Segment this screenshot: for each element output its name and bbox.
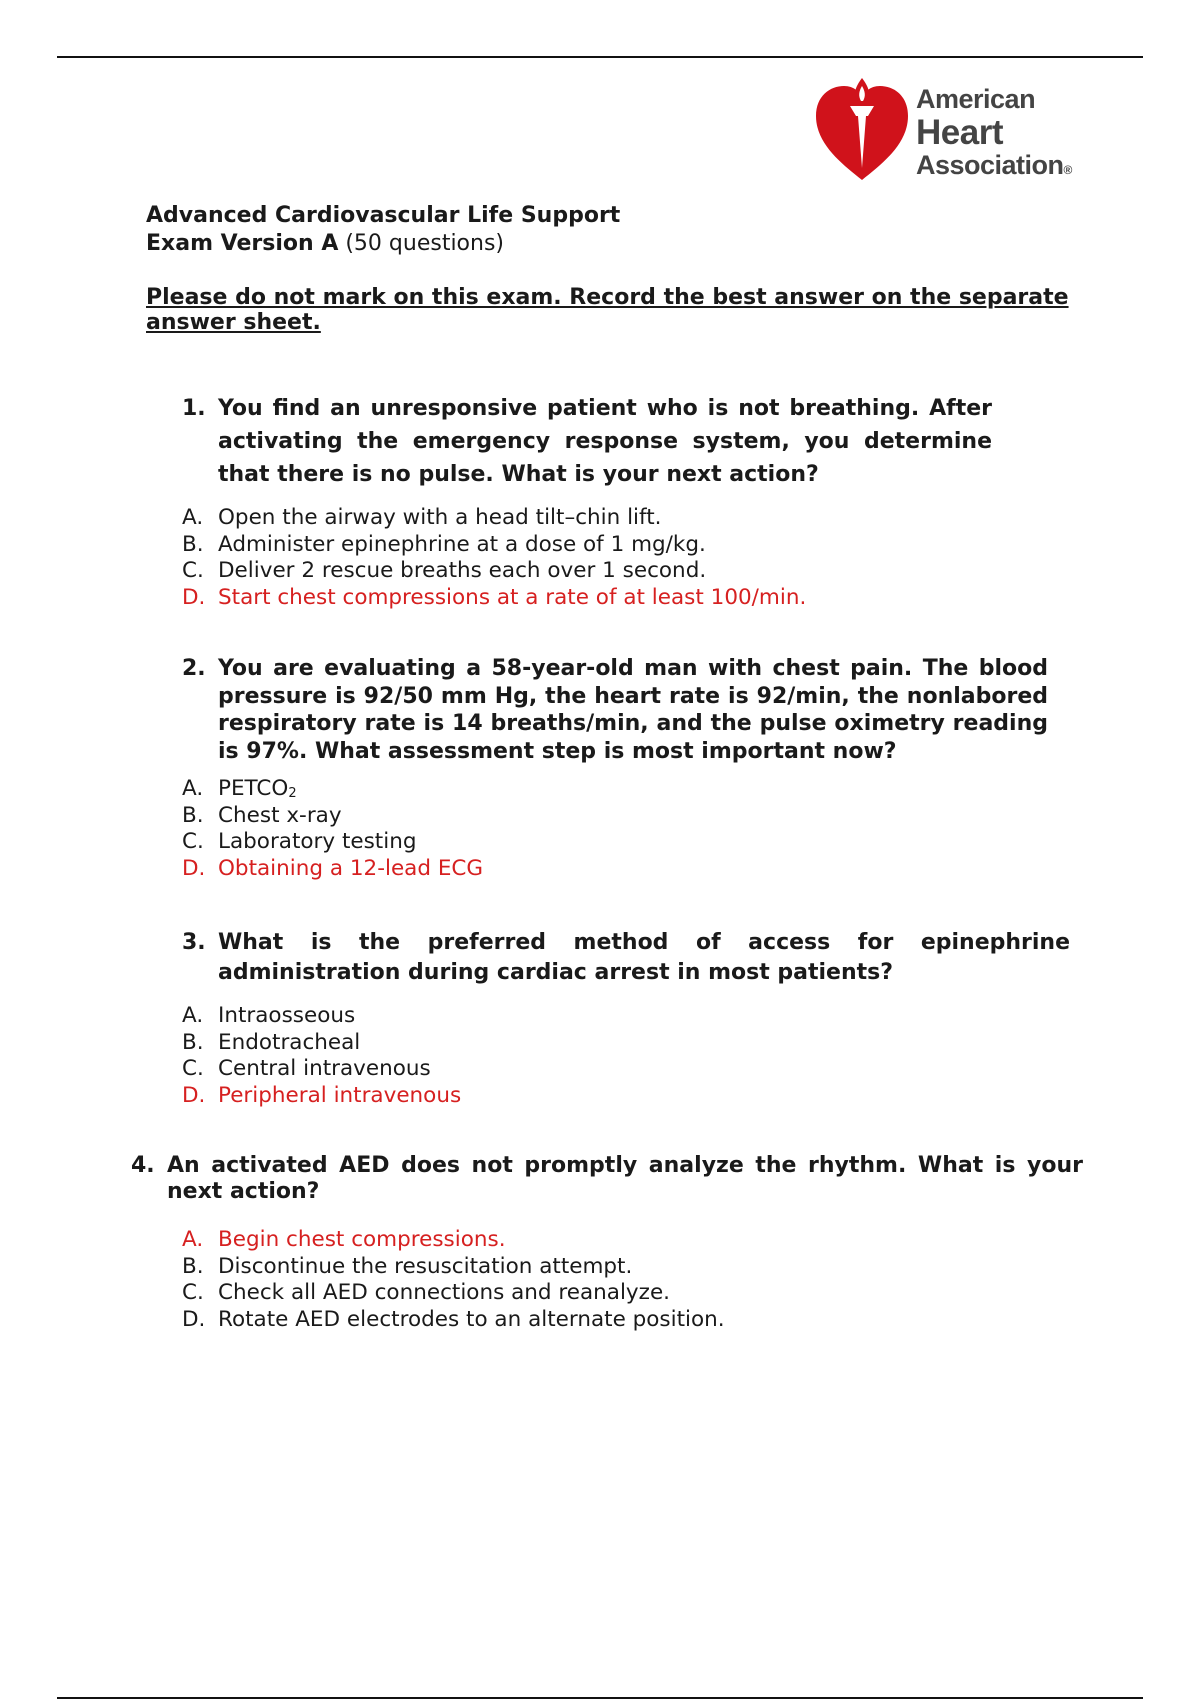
aha-wordmark — [916, 86, 1072, 179]
course-title: Advanced Cardiovascular Life Support — [146, 203, 621, 228]
aha-logo — [812, 72, 1092, 184]
question-2 — [182, 655, 1048, 767]
exam-version: Exam Version A (50 questions) — [146, 231, 504, 256]
question-stem: An activated AED does not promptly analyze the rhythm. What is your next action? — [167, 1153, 1083, 1204]
question-1 — [182, 392, 992, 492]
bottom-rule — [57, 1697, 1143, 1699]
top-rule — [57, 56, 1143, 58]
logo-line-american: American — [916, 84, 1036, 114]
question-number: 4. — [131, 1153, 155, 1178]
question-stem: You are evaluating a 58-year-old man with chest pain. The blood pressure is 92/50 mm Hg, the heart rate is 92/min, the nonlabored respiratory rate is 14 breaths/min, and the pulse oximetry reading is 97%. What assessment step is most important now? — [218, 656, 1048, 764]
question-4 — [131, 1153, 1083, 1207]
logo-line-heart: Heart — [916, 113, 1003, 152]
exam-instructions: Please do not mark on this exam. Record the best answer on the separate answer sheet. — [146, 285, 1069, 335]
question-number: 3. — [182, 930, 206, 955]
logo-line-association: Association® — [916, 150, 1072, 180]
question-number: 2. — [182, 656, 206, 681]
question-stem: What is the preferred method of access for epinephrine administration during cardiac arrest in most patients? — [218, 930, 1070, 985]
question-number: 1. — [182, 396, 206, 421]
question-stem: You find an unresponsive patient who is not breathing. After activating the emergency response system, you determine that there is no pulse. What is your next action? — [218, 396, 992, 487]
question-3 — [182, 928, 1070, 990]
exam-title — [146, 202, 620, 258]
heart-torch-icon — [812, 72, 912, 184]
